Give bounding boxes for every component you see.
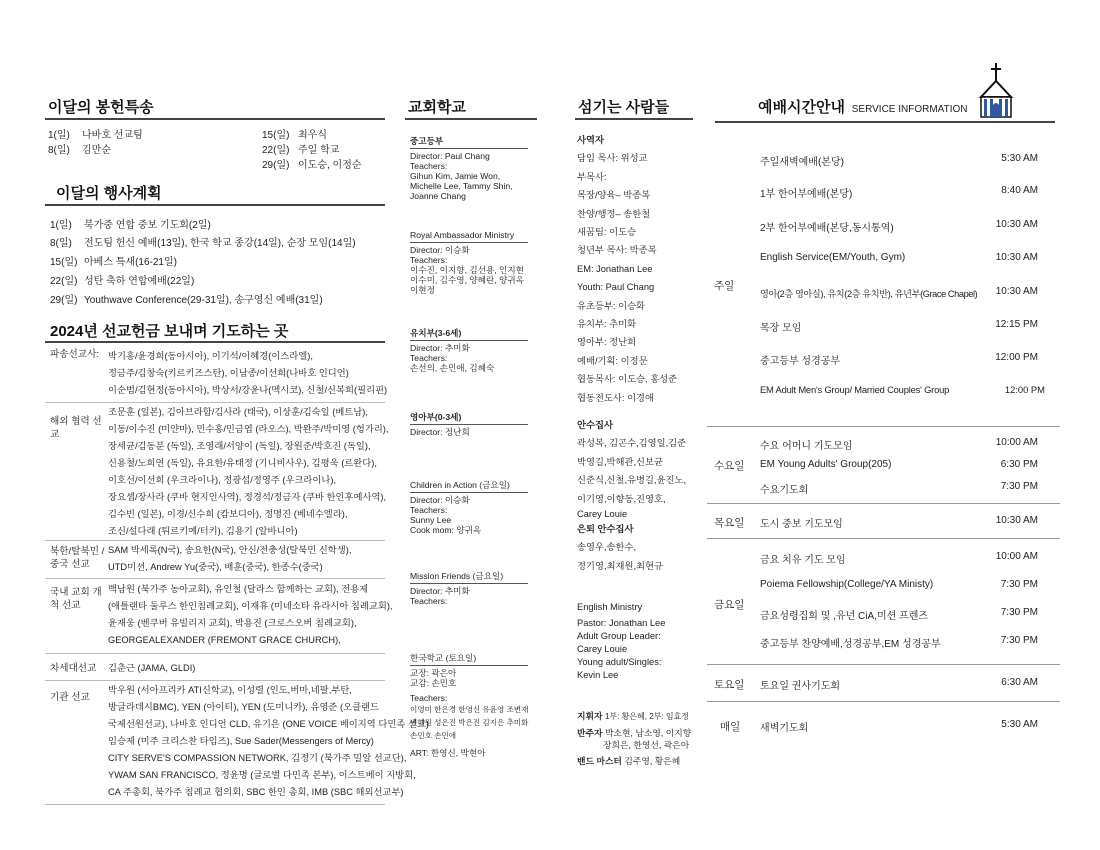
section-line: Teachers: <box>410 255 448 265</box>
day-label: 매일 <box>720 721 741 733</box>
servants-title: 섬기는 사람들 <box>578 99 670 116</box>
mission-label: 파송선교사: <box>50 349 100 360</box>
section-body <box>410 668 540 758</box>
offering-date: 1(일) <box>48 130 70 141</box>
section-line: Director: Paul Chang <box>410 151 490 161</box>
section-line: 이수진, 이지향, 김선용, 인지현 <box>410 265 524 275</box>
mission-line: 조문훈 (일본), 김아브라함/김사라 (태국), 이상훈/김숙일 (베트남), <box>108 407 368 417</box>
retired-line: 정기영,최재원,최현규 <box>577 560 663 571</box>
service-time: 7:30 PM <box>1000 607 1038 618</box>
service-name: 목장 모임 <box>760 323 802 334</box>
mission-lines <box>108 660 448 677</box>
service-time: 6:30 AM <box>1001 677 1038 688</box>
section-heading: Royal Ambassador Ministry <box>410 230 528 243</box>
offering-rule <box>45 118 385 120</box>
retired-line: 송영우,송한수, <box>577 542 637 553</box>
mission-line: 윤재웅 (벤쿠버 유빌리지 교회), 박용진 (크로스오버 침례교회), <box>108 618 357 628</box>
section-heading: Mission Friends (금요일) <box>410 571 528 584</box>
section-line: Teachers: <box>410 161 448 171</box>
mission-group-domestic <box>50 581 393 651</box>
section-line: Cook mom: 양귀옥 <box>410 525 482 535</box>
pastor-line: 담임 목사: 위성교 <box>577 153 648 164</box>
divider <box>707 538 1060 539</box>
offering-title: 이달의 봉헌특송 <box>48 99 154 116</box>
mission-lines <box>108 542 448 576</box>
section-line: 교감: 손민호 <box>410 678 457 688</box>
event-date: 8(일) <box>50 238 72 249</box>
mission-line: 정금주/김창숙(키르키즈스탄), 이남종/이선희(나바호 인디언) <box>108 368 349 378</box>
mission-label: 국내 교회 개척 선교 <box>50 587 102 611</box>
divider <box>707 701 1060 702</box>
music-row <box>577 739 727 751</box>
mission-line: (애틀랜타 둘루스 한인침례교회), 이재휴 (미네소타 유라시아 침례교회), <box>108 601 393 611</box>
offering-item <box>48 128 248 143</box>
section-line: 이영미 한은경 한영신 유윤영 조변재 <box>410 705 529 714</box>
mission-line: 장요셉/장사라 (쿠바 현지인사역), 정경석/정금자 (쿠바 한인후예사역), <box>108 492 387 502</box>
school-section <box>410 328 540 373</box>
pastor-line: 협동전도사: 이경애 <box>577 392 655 403</box>
section-line: Director: 추미화 <box>410 343 470 353</box>
english-heading: English Ministry <box>577 602 643 612</box>
offering-text: 주일 학교 <box>298 145 340 156</box>
offering-item <box>262 143 392 158</box>
school-rule <box>405 118 537 120</box>
mission-line: 이호선/이선희 (우크라이나), 정광섭/정영주 (우크라이나), <box>108 475 337 485</box>
service-name: 영아(2층 영아실), 유치(2층 유치반), 유년부(Grace Chapel) <box>760 289 978 299</box>
service-subtitle: SERVICE INFORMATION <box>851 104 968 115</box>
service-time: 12:00 PM <box>1004 384 1045 395</box>
event-item <box>50 275 194 289</box>
mission-group-sent <box>50 348 390 402</box>
pastors-block <box>577 131 707 407</box>
english-line: Adult Group Leader: <box>577 631 661 641</box>
mission-line: 임승제 (미주 크리스찬 타임즈), Sue Sader(Messengers of Mercy) <box>108 736 374 746</box>
pastor-line: 부목사: <box>577 171 607 182</box>
mission-line: 조신/설다래 (튀르키예/터키), 김용기 (알바니아) <box>108 526 298 536</box>
divider <box>45 653 385 654</box>
service-name: EM Young Adults' Group(205) <box>760 459 892 470</box>
events-rule <box>45 204 385 206</box>
deacon-line: 박영길,박해관,신보균 <box>577 456 663 467</box>
service-time: 10:30 AM <box>995 219 1038 230</box>
event-text: 성탄 축하 연합예배(22일) <box>84 276 195 287</box>
mission-line: SAM 박세록(N국), 송요한(N국), 안신/전충성(탈북민 신학생), <box>108 545 352 555</box>
event-date: 29(일) <box>50 295 78 306</box>
section-body <box>410 427 540 437</box>
deacons-block <box>577 416 707 520</box>
mission-line: 박기홍/윤경희(동아시아), 이기석/이혜경(이스라엘), <box>108 351 313 361</box>
event-text: Youthwave Conference(29-31일), 송구영신 예배(31일) <box>84 295 323 306</box>
service-time: 10:00 AM <box>995 437 1038 448</box>
day-label: 금요일 <box>714 599 745 611</box>
deacon-line: 신준식,신철,유병길,윤진노, <box>577 475 687 486</box>
service-time: 10:30 AM <box>995 252 1038 263</box>
divider <box>45 804 385 805</box>
offering-left <box>48 128 248 158</box>
mission-label: 차세대선교 <box>50 663 97 674</box>
event-item <box>50 219 211 233</box>
mission-line: YWAM SAN FRANCISCO, 정윤명 (글로벌 다민족 본부), 이스트베이 지방회, <box>108 770 416 780</box>
service-time: 7:30 PM <box>1000 579 1038 590</box>
english-line: Pastor: Jonathan Lee <box>577 618 666 628</box>
mission-label: 해외 협력 선교 <box>50 416 102 440</box>
service-time: 12:15 PM <box>995 319 1038 330</box>
pastors-heading: 사역자 <box>577 135 604 145</box>
music-names: 김주영, 황은혜 <box>624 756 681 766</box>
mission-line: 방글라데시BMC), YEN (아이티), YEN (도미니카), 유영준 (오클랜드 <box>108 702 380 712</box>
english-ministry-block <box>577 601 707 682</box>
service-time: 8:40 AM <box>1001 185 1038 196</box>
music-names: 박소현, 남소영, 이지향 <box>604 728 692 738</box>
service-time: 10:00 AM <box>995 551 1038 562</box>
mission-lines <box>108 581 448 649</box>
mission-lines <box>108 682 448 801</box>
pastor-line: 유초등부: 이승화 <box>577 300 646 311</box>
mission-line: 김춘근 (JAMA, GLDI) <box>108 663 196 673</box>
divider <box>707 426 1060 427</box>
pastor-line: 예배/기획: 이정문 <box>577 355 648 366</box>
section-line: Director: 추미화 <box>410 586 470 596</box>
offering-item <box>262 158 392 173</box>
mission-line: 이동/이수진 (미얀마), 민수홍/민금엽 (라오스), 박완주/박미영 (헝가리), <box>108 424 389 434</box>
service-name: 토요일 권사기도회 <box>760 681 841 692</box>
service-name: EM Adult Men's Group/ Married Couples' Group <box>760 384 950 395</box>
mission-line: 이순범/김현정(동아시아), 박상서/강윤나(멕시코), 신철/신복희(필리핀) <box>108 385 388 395</box>
section-body <box>410 495 540 535</box>
pastor-line: 협동목사: 이도승, 홍성준 <box>577 374 678 385</box>
divider <box>45 680 385 681</box>
service-time: 6:30 PM <box>1000 459 1038 470</box>
service-time: 5:30 AM <box>1001 719 1038 730</box>
event-date: 22(일) <box>50 276 78 287</box>
music-row <box>577 727 727 739</box>
service-name: 주일새벽예배(본당) <box>760 157 844 168</box>
church-icon <box>975 61 1019 121</box>
section-line: Director: 이승화 <box>410 495 470 505</box>
deacon-line: Carey Louie <box>577 509 628 520</box>
deacon-line: 곽성복, 김곤수,김영일,김준 <box>577 438 687 449</box>
english-line: Carey Louie <box>577 644 628 654</box>
mission-group-overseas <box>50 404 390 540</box>
events-title: 이달의 행사계획 <box>56 185 162 202</box>
mission-line: UTD미션, Andrew Yu(중국), 배훈(중국), 한종수(중국) <box>108 562 323 572</box>
service-time: 10:30 AM <box>995 286 1038 297</box>
section-line: 변혜원 성은진 박은진 김지은 추미화 <box>410 718 529 727</box>
servants-rule <box>575 118 693 120</box>
music-row <box>577 751 727 771</box>
section-line: Michelle Lee, Tammy Shin, <box>410 181 513 191</box>
divider <box>45 540 385 541</box>
service-name: 새벽기도회 <box>760 723 809 734</box>
service-time: 7:30 PM <box>1000 481 1038 492</box>
music-names: 장희은, 한영선, 곽은아 <box>603 740 690 750</box>
divider <box>45 578 385 579</box>
english-line: Young adult/Singles: <box>577 657 662 667</box>
music-row <box>577 706 727 727</box>
pastor-line: 새꿈팀: 이도승 <box>577 227 637 238</box>
section-line: Director: 정난희 <box>410 427 470 437</box>
mission-line: 박우원 (서아프리카 ATI신학교), 이성렬 (인도,버마,네팔,부탄, <box>108 685 352 695</box>
section-body <box>410 586 540 606</box>
pastor-line: EM: Jonathan Lee <box>577 263 653 274</box>
music-names: 1부: 황은혜, 2부: 임효정 <box>604 712 690 721</box>
section-line: Joanne Chang <box>410 191 466 201</box>
section-line: ART: 한영신, 박현아 <box>410 748 486 758</box>
offering-date: 8(일) <box>48 145 70 156</box>
section-heading: Children in Action (금요일) <box>410 480 528 493</box>
section-line: 손선의, 손민애, 김혜숙 <box>410 363 495 373</box>
school-title: 교회학교 <box>408 99 466 116</box>
service-time: 7:30 PM <box>1000 635 1038 646</box>
english-line: Kevin Lee <box>577 670 619 680</box>
service-name: 중고등부 성경공부 <box>760 356 841 367</box>
mission-line: 국제선원선교), 나바호 인디언 CLD, 유기은 (ONE VOICE 베이지역 다민족 선교) <box>108 719 429 729</box>
service-time: 5:30 AM <box>1001 153 1038 164</box>
section-line: 손민호 손민애 <box>410 731 457 740</box>
section-line: 이수미, 김수영, 양혜란, 양귀옥 <box>410 275 524 285</box>
offering-text: 나바호 선교팀 <box>82 130 143 141</box>
pastor-line: 유치부: 추미화 <box>577 319 637 330</box>
section-line: Director: 이승화 <box>410 245 470 255</box>
music-block <box>577 706 727 771</box>
service-rule <box>715 121 1055 123</box>
mission-lines <box>108 404 448 540</box>
mission-group-nextgen <box>50 660 390 678</box>
mission-line: CA 주총회, 북가주 침례교 협의회, SBC 한인 총회, IMB (SBC 해외선교부) <box>108 787 404 797</box>
mission-label: 북한/탈북민 /중국 선교 <box>50 546 105 570</box>
section-line: 교장: 곽은아 <box>410 668 457 678</box>
service-time: 12:00 PM <box>995 352 1038 363</box>
offering-text: 김만순 <box>82 145 111 156</box>
music-role: 지휘자 <box>577 711 603 721</box>
event-date: 15(일) <box>50 257 78 268</box>
day-label: 주일 <box>714 280 735 292</box>
offering-right <box>262 128 392 173</box>
divider <box>45 402 385 403</box>
event-item <box>50 256 177 270</box>
school-section <box>410 412 540 437</box>
service-name: 금요성령집회 및 ,유년 CiA,미션 프렌즈 <box>760 611 929 622</box>
retired-heading: 은퇴 안수집사 <box>577 524 634 534</box>
event-item <box>50 294 323 308</box>
section-line: 이현정 <box>410 285 435 295</box>
service-title-ko: 예배시간안내 <box>758 99 845 116</box>
mission-lines <box>108 348 448 399</box>
music-role: 반주자 <box>577 728 603 738</box>
mission-line: 신용철/노희연 (독일), 유요한/유태정 (기니비사우), 김평욱 (르완다), <box>108 458 377 468</box>
day-label: 수요일 <box>714 460 745 472</box>
service-name: 중고등부 찬양예배,성경공부,EM 성경공부 <box>760 639 941 650</box>
offering-item <box>262 128 392 143</box>
offering-text: 이도승, 이정순 <box>298 160 362 171</box>
day-label: 토요일 <box>714 679 745 691</box>
service-name: 수요 어머니 기도모임 <box>760 441 853 452</box>
day-label: 목요일 <box>714 517 745 529</box>
school-section <box>410 653 540 758</box>
service-name: 1부 한어부예배(본당) <box>760 189 853 200</box>
offering-date: 29(일) <box>262 160 290 171</box>
deacons-heading: 안수집사 <box>577 420 613 430</box>
section-heading: 영아부(0-3세) <box>410 412 528 425</box>
section-body <box>410 343 540 373</box>
mission-line: 장세균/김동분 (독일), 조영래/서양이 (독일), 장원준/박호진 (독일), <box>108 441 371 451</box>
service-name: 2부 한어부예배(본당,동시통역) <box>760 223 894 234</box>
pastor-line: Youth: Paul Chang <box>577 282 655 293</box>
divider <box>707 503 1060 504</box>
section-line: Teachers: <box>410 693 448 703</box>
school-section <box>410 571 540 606</box>
pastor-line: 영아부: 정난희 <box>577 337 637 348</box>
deacon-line: 이기영,이향동,진영호, <box>577 493 666 504</box>
offering-item <box>48 143 248 158</box>
mission-label: 기관 선교 <box>50 692 90 703</box>
section-heading: 중고등부 <box>410 136 528 149</box>
section-line: Teachers: <box>410 353 448 363</box>
offering-text: 최우식 <box>298 130 327 141</box>
school-section <box>410 480 540 535</box>
section-body <box>410 151 540 201</box>
event-text: 전도팀 헌신 예배(13일), 한국 학교 종강(14일), 순장 모임(14일) <box>84 238 356 249</box>
service-name: 수요기도회 <box>760 485 809 496</box>
service-time: 10:30 AM <box>995 515 1038 526</box>
section-heading: 한국학교 (토요일) <box>410 653 528 666</box>
retired-block <box>577 520 707 575</box>
service-name: Poiema Fellowship(College/YA Ministy) <box>760 579 934 590</box>
pastor-line: 찬양/행정– 송한철 <box>577 208 651 219</box>
pastor-line: 청년부 목사: 박종복 <box>577 245 657 256</box>
event-item <box>50 237 356 251</box>
divider <box>707 664 1060 665</box>
event-date: 1(일) <box>50 220 72 231</box>
service-name: English Service(EM/Youth, Gym) <box>760 252 906 263</box>
service-name: 금요 치유 기도 모임 <box>760 555 846 566</box>
mission-line: GEORGEALEXANDER (FREMONT GRACE CHURCH), <box>108 635 341 645</box>
mission-group-nk-china <box>50 542 390 578</box>
event-text: 아베스 특새(16-21일) <box>84 257 177 268</box>
section-heading: 유치부(3-6세) <box>410 328 528 341</box>
section-line: Teachers: <box>410 505 448 515</box>
offering-date: 22(일) <box>262 145 290 156</box>
service-name: 도시 중보 기도모임 <box>760 519 843 530</box>
school-section <box>410 230 540 295</box>
section-line: Teachers: <box>410 596 448 606</box>
section-body <box>410 245 540 295</box>
mission-rule <box>45 341 385 343</box>
section-line: Sunny Lee <box>410 515 452 525</box>
offering-date: 15(일) <box>262 130 290 141</box>
music-role: 밴드 마스터 <box>577 756 622 766</box>
mission-title: 2024년 선교헌금 보내며 기도하는 곳 <box>50 323 289 340</box>
mission-line: CITY SERVE'S COMPASSION NETWORK, 김정기 (북가주 밀알 선교단), <box>108 753 407 763</box>
service-title <box>758 96 968 117</box>
school-section <box>410 136 540 201</box>
mission-line: 김수빈 (일본), 이경/신수희 (캄보디아), 정명진 (베네수엘라), <box>108 509 348 519</box>
event-text: 북가중 연합 중보 기도회(2일) <box>84 220 211 231</box>
mission-line: 백남원 (북가주 농아교회), 유인철 (달라스 함께하는 교회), 전용제 <box>108 584 369 594</box>
pastor-line: 목장/양육– 박종복 <box>577 190 651 201</box>
section-line: Gihun Kim, Jamie Won, <box>410 171 501 181</box>
